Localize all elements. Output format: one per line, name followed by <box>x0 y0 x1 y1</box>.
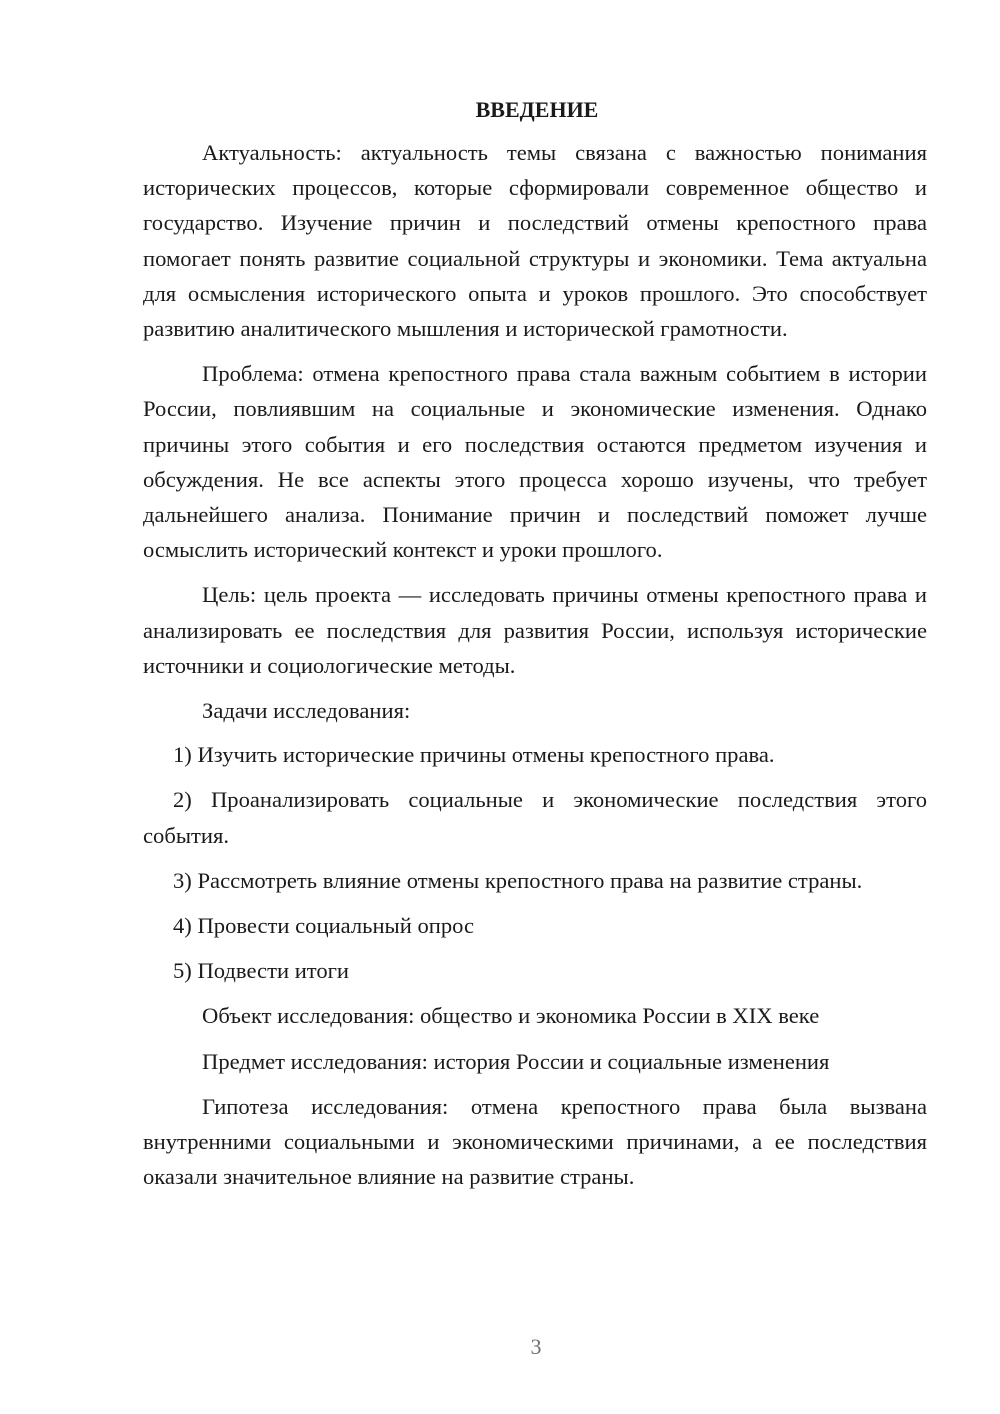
page-number: 3 <box>530 1334 542 1359</box>
goal-paragraph: Цель: цель проекта — исследовать причины отмены крепостного права и анализировать ее последствия для развития России, используя исторические источники и социологические методы. <box>143 582 927 678</box>
hypothesis-paragraph: Гипотеза исследования: отмена крепостного права была вызвана внутренними социальными и экономическими причинами, а ее последствия оказали значительное влияние на развитие страны. <box>143 1093 927 1190</box>
task-item-2: 2) Проанализировать социальные и экономические последствия этого события. <box>143 787 927 848</box>
object-paragraph: Объект исследования: общество и экономика России в XIX веке <box>202 1003 820 1029</box>
relevance-paragraph: Актуальность: актуальность темы связана с важностью понимания исторических процессов, которые сформировали современное общество и государство. Изучение причин и последствий отмены крепостного права помогает понять развитие социальной структуры и экономики. Тема актуальна для осмысления исторического опыта и уроков прошлого. Это способствует развитию аналитического мышления и исторической грамотности. <box>143 140 927 342</box>
page-content <box>143 95 927 1194</box>
subject-paragraph: Предмет исследования: история России и социальные изменения <box>202 1048 830 1074</box>
tasks-title: Задачи исследования: <box>202 698 411 724</box>
section-heading: ВВЕДЕНИЕ <box>475 97 599 122</box>
task-item-5: 5) Подвести итоги <box>173 958 350 984</box>
task-item-1: 1) Изучить исторические причины отмены крепостного права. <box>173 742 775 768</box>
problem-paragraph: Проблема: отмена крепостного права стала важным событием в истории России, повлиявшим на социальные и экономические изменения. Однако причины этого события и его последствия остаются предметом изучения и обсуждения. Не все аспекты этого процесса хорошо изучены, что требует дальнейшего анализа. Понимание причин и последствий поможет лучше осмыслить исторический контекст и уроки прошлого. <box>143 361 927 563</box>
task-item-3: 3) Рассмотреть влияние отмены крепостного права на развитие страны. <box>173 867 863 893</box>
task-item-4: 4) Провести социальный опрос <box>173 913 475 939</box>
